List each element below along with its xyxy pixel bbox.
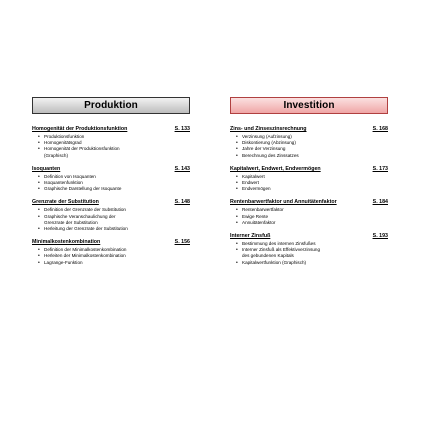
list-item-continuation: Grenzrate der Substitution (44, 219, 98, 225)
section-page-ref: S. 173 (372, 165, 388, 172)
list-item (242, 220, 390, 226)
bullet-list (230, 174, 390, 193)
list-item (242, 260, 390, 266)
investition-section (230, 166, 390, 193)
section-title-row (230, 199, 390, 206)
investition-header: Investition (230, 97, 388, 114)
list-item (44, 186, 192, 192)
section-page-ref: S. 143 (174, 165, 190, 172)
list-item-text: • Jahre der Verzinsung (242, 146, 286, 152)
list-item-text: • Homogenitätsgrad (44, 140, 82, 146)
bullet-list (32, 134, 192, 159)
list-item-text: • Graphische Veranschaulichung der (44, 213, 116, 219)
list-item-text: • Graphische Darstellung der Isoquante (44, 186, 122, 192)
produktion-section (32, 126, 192, 159)
investition-sections (230, 126, 390, 266)
list-item-text: • Lagrange-Funktion (44, 259, 83, 265)
produktion-sections (32, 126, 192, 266)
section-title: Kapitalwert, Endwert, Endvermögen (230, 165, 321, 172)
investition-section (230, 233, 390, 266)
bullet-list (32, 247, 192, 266)
list-item (44, 226, 192, 232)
list-item-text: • Ewige Rente (242, 213, 269, 219)
section-title-row (230, 126, 390, 133)
list-item-text: • Endwert (242, 180, 259, 186)
section-title-row (230, 166, 390, 173)
section-title: Zins- und Zinseszinsrechnung (230, 126, 307, 132)
list-item-text: • Endvermögen (242, 186, 271, 192)
list-item-text: • Produktionsfunktion (44, 134, 85, 139)
list-item-text: • Definition von Isoquanten (44, 173, 96, 179)
list-item-text: • Herleiten der Minimalkostenkombination (44, 253, 126, 259)
section-title-row (32, 166, 192, 173)
section-page-ref: S. 184 (372, 199, 388, 206)
section-title: Homogenität der Produktionsfunktion (32, 126, 128, 132)
bullet-list (32, 174, 192, 193)
bullet-list (230, 134, 390, 159)
produktion-section (32, 166, 192, 193)
list-item-text: • Herleitung der Grenzrate der Substitution (44, 226, 128, 232)
list-item-continuation: des gebundenen Kapitals (242, 253, 294, 259)
bullet-list (230, 241, 390, 266)
section-page-ref: S. 193 (372, 233, 388, 240)
list-item (44, 146, 192, 158)
list-item-continuation: (Graphisch) (44, 152, 68, 158)
investition-column (230, 97, 390, 273)
list-item-text: • Annuitätenfaktor (242, 219, 276, 225)
produktion-header: Produktion (32, 97, 190, 114)
section-title: Rentenbarwertfaktor und Annuitätenfaktor (230, 199, 337, 206)
list-item-text: • Definition der Minimalkostenkombination (44, 247, 127, 253)
list-item (242, 186, 390, 192)
section-page-ref: S. 168 (372, 126, 388, 132)
section-title: Interner Zinsfuß (230, 233, 271, 240)
section-title-row (32, 239, 192, 246)
section-title: Minimalkostenkombination (32, 239, 101, 246)
list-item-text: • Bestimmung des internen Zinsfußes (242, 241, 316, 247)
list-item (44, 214, 192, 226)
bullet-list (32, 207, 192, 232)
list-item (242, 247, 390, 259)
list-item-text: • Definition der Grenzrate der Substitution (44, 207, 126, 213)
section-page-ref: S. 148 (174, 199, 190, 206)
list-item-text: • Interner Zinsfuß als Effektivverzinsung (242, 247, 321, 253)
section-title-row (32, 199, 192, 206)
list-item-text: • Isoquantenfunktion (44, 180, 83, 186)
produktion-section (32, 239, 192, 266)
list-item-text: • Verzinsung (Aufzinsung) (242, 134, 292, 139)
section-page-ref: S. 156 (174, 239, 190, 246)
produktion-column (32, 97, 192, 273)
produktion-section (32, 199, 192, 232)
bullet-list (230, 207, 390, 226)
investition-section (230, 126, 390, 159)
section-title: Isoquanten (32, 165, 61, 172)
section-title-row (32, 126, 192, 133)
investition-section (230, 199, 390, 226)
list-item-text: • Diskontierung (Abzinsung) (242, 140, 296, 146)
section-title-row (230, 233, 390, 240)
list-item-text: • Rentenbarwertfaktor (242, 207, 284, 213)
section-title: Grenzrate der Substitution (32, 199, 99, 206)
list-item-text: • Kapitalwert (242, 173, 265, 179)
section-page-ref: S. 133 (174, 126, 190, 132)
list-item (242, 153, 390, 159)
list-item-text: • Kapitalwertfunktion (Graphisch) (242, 259, 307, 265)
list-item (44, 260, 192, 266)
list-item-text: • Homogenität der Produktionsfunktion (44, 146, 120, 152)
list-item-text: • Berechnung des Zinssatzes (242, 152, 299, 158)
